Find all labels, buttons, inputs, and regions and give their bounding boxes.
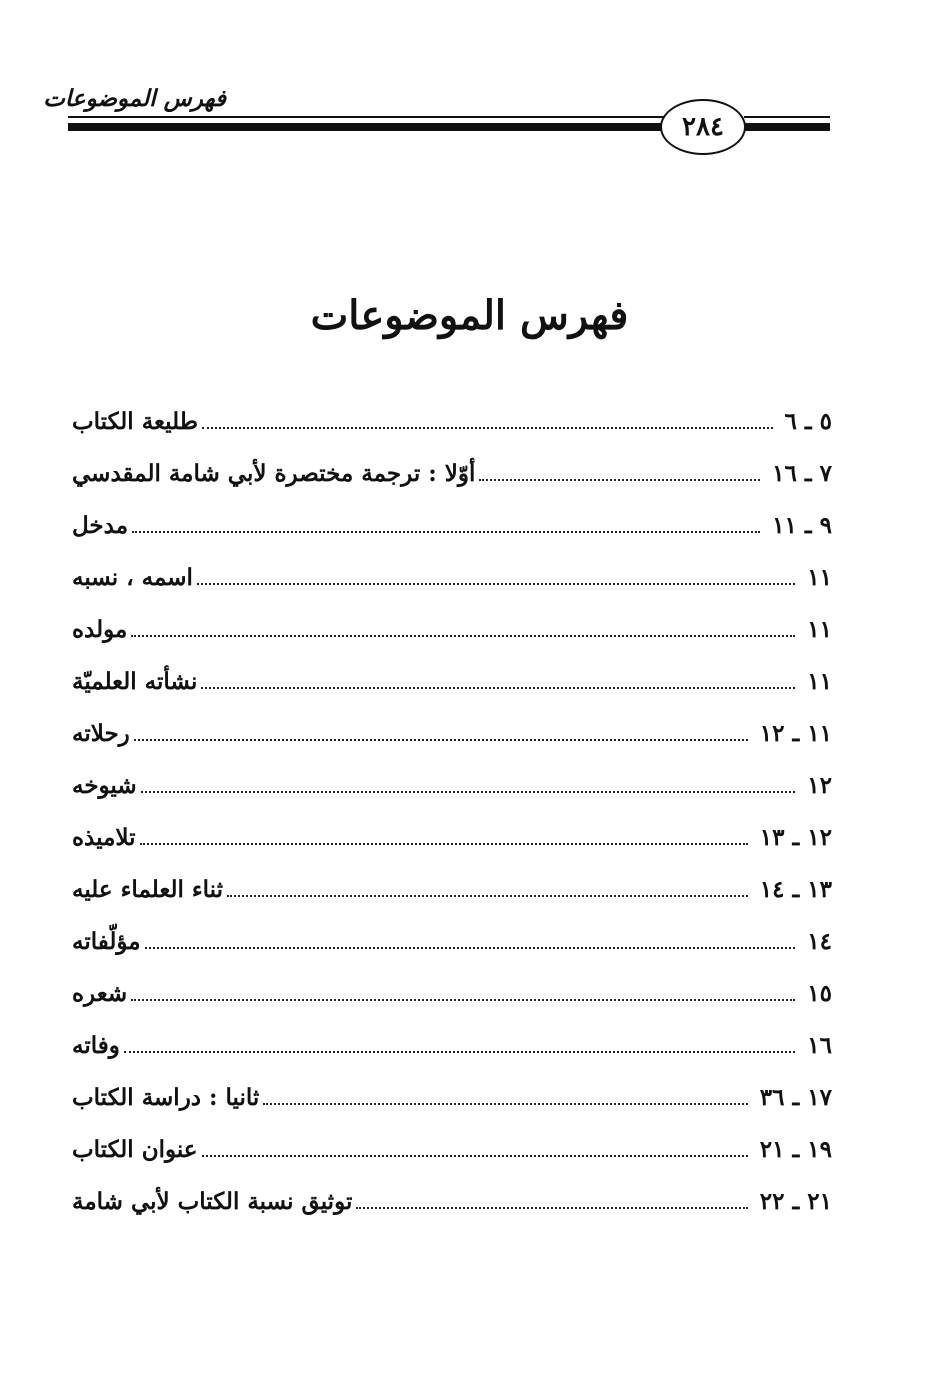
running-header-title: فهرس الموضوعات	[43, 85, 226, 112]
dot-leader	[202, 427, 773, 429]
toc-entry	[72, 760, 832, 812]
toc-entry-pages: ١٦	[807, 1032, 832, 1059]
dot-leader	[131, 999, 795, 1001]
toc-entry-title: رحلاته	[72, 720, 130, 747]
toc-entry-pages: ١٩ ـ ٢١	[759, 1136, 832, 1163]
toc-entry	[72, 656, 832, 708]
toc-entry-pages: ٥ ـ ٦	[784, 408, 832, 435]
page-title: فهرس الموضوعات	[310, 292, 629, 339]
toc-entry-title: شيوخه	[72, 772, 137, 799]
toc-entry-pages: ١٧ ـ ٣٦	[759, 1084, 832, 1111]
toc-entry	[72, 812, 832, 864]
dot-leader	[227, 895, 748, 897]
toc-entry-title: نشأته العلميّة	[72, 668, 198, 695]
toc-entry-title: ثانيا : دراسة الكتاب	[72, 1084, 260, 1111]
toc-entry	[72, 916, 832, 968]
toc-entry	[72, 708, 832, 760]
toc-entry-title: أوّلا : ترجمة مختصرة لأبي شامة المقدسي	[72, 460, 476, 487]
header-rule	[68, 123, 666, 131]
dot-leader	[479, 479, 760, 481]
toc-entry-title: توثيق نسبة الكتاب لأبي شامة	[72, 1188, 353, 1215]
toc-entry-title: وفاته	[72, 1032, 120, 1059]
toc-entry	[72, 864, 832, 916]
toc-entry-title: مؤلّفاته	[72, 928, 141, 955]
toc-entry	[72, 500, 832, 552]
toc-entry-pages: ١٥	[807, 980, 832, 1007]
toc-entry	[72, 552, 832, 604]
toc-entry-title: ثناء العلماء عليه	[72, 876, 224, 903]
dot-leader	[134, 739, 748, 741]
toc-entry	[72, 604, 832, 656]
toc-entry	[72, 1072, 832, 1124]
dot-leader	[356, 1207, 747, 1209]
toc-entry-pages: ٢١ ـ ٢٢	[759, 1188, 832, 1215]
toc-entry-title: مدخل	[72, 512, 129, 539]
toc-entry	[72, 1020, 832, 1072]
dot-leader	[131, 635, 795, 637]
toc-entry-pages: ١٣ ـ ١٤	[759, 876, 832, 903]
dot-leader	[132, 531, 760, 533]
dot-leader	[141, 791, 796, 793]
dot-leader	[202, 1155, 748, 1157]
toc-entry-title: عنوان الكتاب	[72, 1136, 198, 1163]
toc-entry-pages: ١٤	[807, 928, 832, 955]
toc-entry	[72, 448, 832, 500]
toc-entry-title: طليعة الكتاب	[72, 408, 198, 435]
toc-entry-pages: ١٢ ـ ١٣	[759, 824, 832, 851]
header-rule-thin	[68, 116, 666, 118]
dot-leader	[140, 843, 748, 845]
toc-entry-title: اسمه ، نسبه	[72, 564, 193, 591]
table-of-contents	[72, 396, 832, 1228]
dot-leader	[201, 687, 795, 689]
dot-leader	[197, 583, 795, 585]
toc-entry-pages: ٩ ـ ١١	[772, 512, 832, 539]
toc-entry-pages: ١١	[807, 564, 832, 591]
toc-entry-pages: ١١ ـ ١٢	[759, 720, 832, 747]
toc-entry	[72, 968, 832, 1020]
header-rule	[744, 123, 830, 131]
toc-entry-title: مولده	[72, 616, 128, 643]
toc-entry	[72, 1124, 832, 1176]
header-rule-thin	[744, 116, 830, 118]
page-number: ٢٨٤	[682, 112, 724, 142]
toc-entry-pages: ١٢	[807, 772, 832, 799]
toc-entry-pages: ١١	[807, 616, 832, 643]
dot-leader	[145, 947, 796, 949]
toc-entry	[72, 1176, 832, 1228]
toc-entry	[72, 396, 832, 448]
toc-entry-title: تلاميذه	[72, 824, 136, 851]
toc-entry-pages: ١١	[807, 668, 832, 695]
toc-entry-title: شعره	[72, 980, 128, 1007]
page-number-badge	[660, 99, 746, 155]
dot-leader	[263, 1103, 747, 1105]
dot-leader	[124, 1051, 795, 1053]
toc-entry-pages: ٧ ـ ١٦	[772, 460, 832, 487]
